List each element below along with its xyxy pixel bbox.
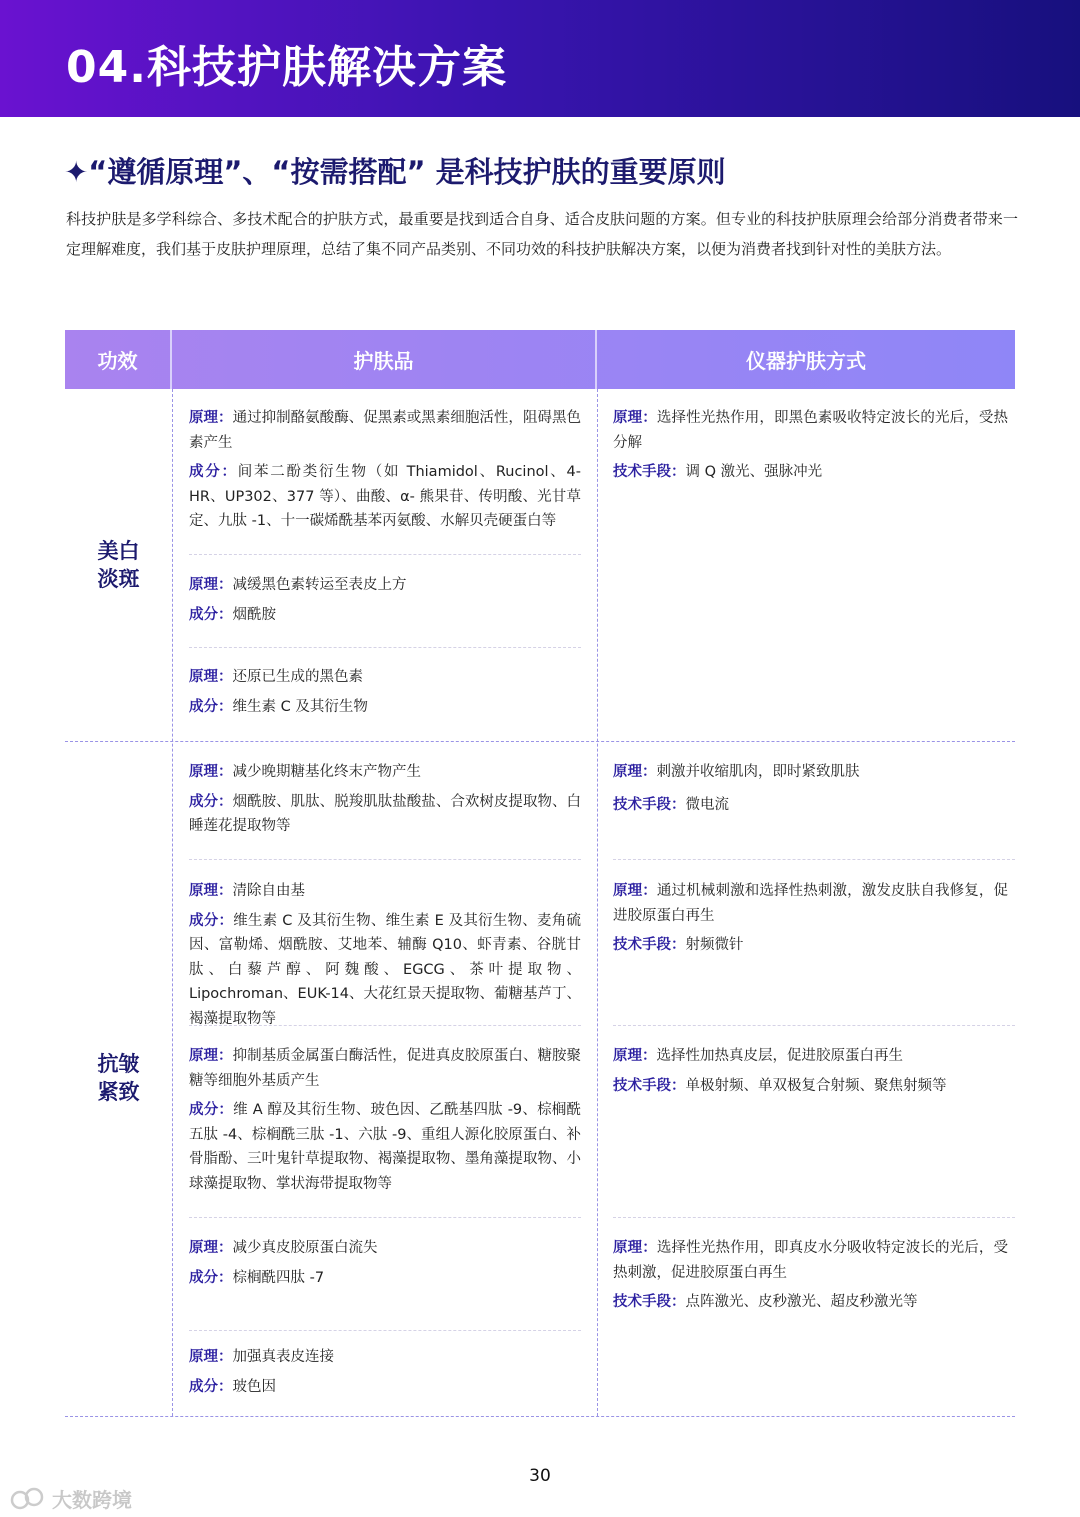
- ingredient-label: 成分：: [189, 793, 233, 810]
- product-block: [189, 760, 581, 844]
- effect-whitening: 美白 淡斑: [97, 539, 140, 591]
- technique-text: 点阵激光、皮秒激光、超皮秒激光等: [685, 1294, 918, 1310]
- cell-separator: [189, 859, 581, 860]
- ingredient-label: 成分：: [189, 912, 234, 929]
- principle-text: 通过机械刺激和选择性热刺激，激发皮肤自我修复，促进胶原蛋白再生: [613, 883, 1009, 924]
- principle-text: 减少真皮胶原蛋白流失: [232, 1240, 378, 1256]
- principle-label: 原理：: [613, 1048, 657, 1064]
- principle-text: 选择性光热作用，即黑色素吸收特定波长的光后，受热分解: [613, 410, 1009, 451]
- row-divider: [65, 1416, 1015, 1417]
- ingredient-text: 玻色因: [232, 1378, 276, 1395]
- principle-text: 清除自由基: [232, 883, 305, 899]
- technique-text: 微电流: [685, 796, 729, 813]
- cell-separator: [189, 1330, 581, 1331]
- ingredient-text: 棕榈酰四肽 -7: [232, 1269, 325, 1286]
- principle-label: 原理：: [189, 669, 233, 685]
- ingredient-text: 维生素 C 及其衍生物、维生素 E 及其衍生物、麦角硫因、富勒烯、烟酰胺、艾地苯、辅酶 Q10、虾青素、谷胱甘肽、白藜芦醇、阿魏酸、EGCG、茶叶提取物、Lipochroman、EUK-14、大花红景天提取物、葡糖基芦丁、褐藻提取物等: [189, 912, 582, 1027]
- technique-label: 技术手段：: [613, 464, 686, 480]
- header-banner: [0, 0, 1080, 117]
- product-block: [189, 406, 581, 539]
- principle-text: 选择性光热作用，即真皮水分吸收特定波长的光后，受热刺激，促进胶原蛋白再生: [613, 1240, 1009, 1281]
- ingredient-label: 成分：: [189, 1269, 233, 1286]
- principle-label: 原理：: [189, 1240, 233, 1256]
- product-block: [189, 879, 581, 1036]
- principle-label: 原理：: [189, 883, 233, 899]
- ingredient-text: 烟酰胺: [232, 606, 276, 623]
- principle-text: 抑制基质金属蛋白酶活性，促进真皮胶原蛋白、糖胺聚糖等细胞外基质产生: [189, 1048, 582, 1089]
- technique-label: 技术手段：: [613, 796, 686, 813]
- cell-separator: [613, 859, 1015, 860]
- watermark-text: 大数跨境: [52, 1488, 132, 1512]
- ingredient-label: 成分：: [189, 698, 233, 715]
- principle-label: 原理：: [189, 1349, 233, 1365]
- ingredient-label: 成分：: [189, 1102, 234, 1118]
- device-block: [613, 879, 1008, 963]
- principle-label: 原理：: [613, 883, 657, 899]
- principle-text: 加强真表皮连接: [232, 1349, 334, 1365]
- product-block: [189, 573, 581, 632]
- page-number: 30: [529, 1466, 551, 1486]
- device-block: [613, 406, 1008, 490]
- header-device: 仪器护肤方式: [746, 349, 866, 373]
- cell-separator: [613, 1217, 1015, 1218]
- principle-text: 通过抑制酪氨酸酶、促黑素或黑素细胞活性，阻碍黑色素产生: [189, 410, 582, 451]
- technique-label: 技术手段：: [613, 1077, 686, 1094]
- principle-text: 减少晚期糖基化终末产物产生: [232, 764, 421, 780]
- product-block: [189, 1345, 581, 1404]
- effect-antiwrinkle: 抗皱 紧致: [97, 1052, 140, 1104]
- technique-text: 调 Q 激光、强脉冲光: [685, 464, 823, 480]
- ingredient-label: 成分：: [189, 1378, 233, 1395]
- column-divider: [597, 389, 598, 1416]
- row-divider: [65, 741, 1015, 742]
- watermark: [10, 1484, 132, 1513]
- ingredient-text: 维生素 C 及其衍生物: [232, 698, 368, 715]
- device-block: [613, 1236, 1008, 1320]
- principle-text: 选择性加热真皮层，促进胶原蛋白再生: [656, 1048, 903, 1064]
- product-block: [189, 665, 581, 724]
- device-block: [613, 1044, 1008, 1103]
- header-effect: 功效: [65, 330, 172, 389]
- product-block: [189, 1044, 581, 1201]
- ingredient-label: 成分：: [189, 464, 238, 480]
- principle-text: 刺激并收缩肌肉，即时紧致肌肤: [656, 764, 860, 780]
- ingredient-label: 成分：: [189, 606, 233, 623]
- principle-text: 减缓黑色素转运至表皮上方: [232, 577, 407, 593]
- cell-separator: [189, 554, 581, 555]
- principle-label: 原理：: [189, 764, 233, 780]
- device-block: [613, 760, 1008, 822]
- technique-text: 射频微针: [685, 937, 744, 953]
- page-title: 04.科技护肤解决方案: [66, 42, 507, 93]
- principle-label: 原理：: [613, 410, 657, 426]
- cell-separator: [613, 1025, 1015, 1026]
- column-divider: [172, 389, 173, 1416]
- technique-label: 技术手段：: [613, 937, 686, 953]
- cell-separator: [189, 1217, 581, 1218]
- cell-separator: [189, 647, 581, 648]
- ingredient-text: 间苯二酚类衍生物（如 Thiamidol、Rucinol、4-HR、UP302、377 等）、曲酸、α- 熊果苷、传明酸、光甘草定、九肽 -1、十一碳烯酰基苯丙氨酸、水解贝壳硬蛋白等: [189, 464, 581, 529]
- ingredient-text: 维 A 醇及其衍生物、玻色因、乙酰基四肽 -9、棕榈酰五肽 -4、棕榈酰三肽 -1、六肽 -9、重组人源化胶原蛋白、补骨脂酚、三叶鬼针草提取物、褐藻提取物、墨角藻提取物、小球藻提取物、掌状海带提取物等: [189, 1102, 582, 1192]
- principle-label: 原理：: [613, 764, 657, 780]
- intro-paragraph: 科技护肤是多学科综合、多技术配合的护肤方式，最重要是找到适合自身、适合皮肤问题的方案。但专业的科技护肤原理会给部分消费者带来一定理解难度，我们基于皮肤护理原理，总结了集不同产品类别、不同功效的科技护肤解决方案，以便为消费者找到针对性的美肤方法。: [66, 210, 1018, 258]
- watermark-logo-icon: [10, 1486, 46, 1512]
- ingredient-text: 烟酰胺、肌肽、脱羧肌肽盐酸盐、合欢树皮提取物、白睡莲花提取物等: [189, 793, 582, 834]
- technique-text: 单极射频、单双极复合射频、聚焦射频等: [685, 1077, 947, 1094]
- principle-label: 原理：: [189, 410, 233, 426]
- table-header: [65, 330, 1015, 389]
- section-subtitle: ✦“遵循原理”、“按需搭配” 是科技护肤的重要原则: [64, 155, 726, 189]
- header-skincare: 护肤品: [172, 330, 597, 389]
- principle-label: 原理：: [189, 1048, 233, 1064]
- technique-label: 技术手段：: [613, 1294, 686, 1310]
- product-block: [189, 1236, 581, 1295]
- principle-label: 原理：: [189, 577, 233, 593]
- principle-text: 还原已生成的黑色素: [232, 669, 363, 685]
- principle-label: 原理：: [613, 1240, 657, 1256]
